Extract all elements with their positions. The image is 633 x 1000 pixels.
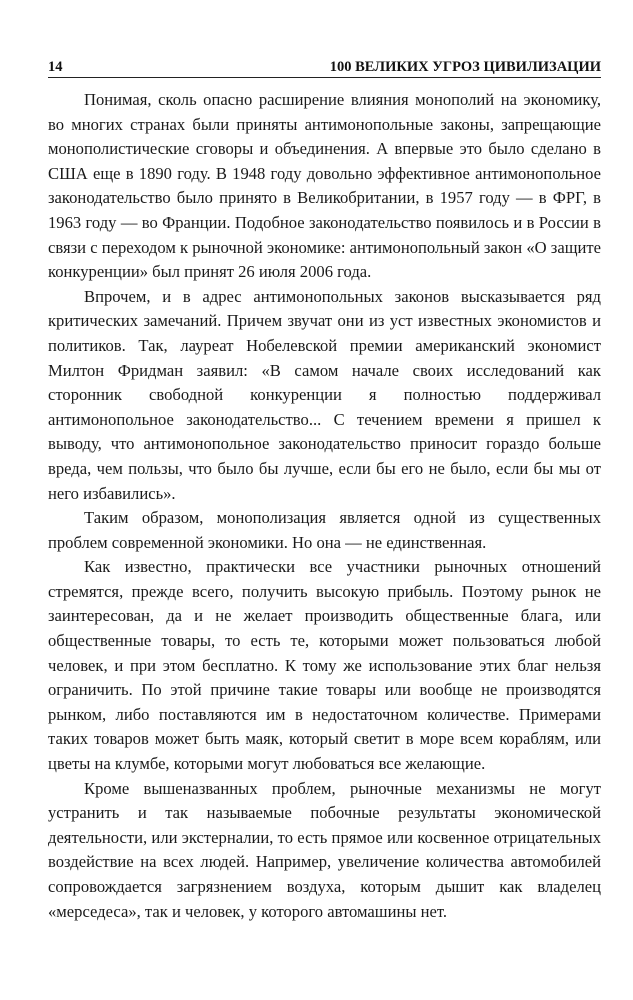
paragraph: Впрочем, и в адрес антимонопольных законов высказывается ряд критических замечаний. Причем звучат они из уст известных экономистов и политиков. Так, лауреат Нобелевской премии американский экономист Милтон Фридман заявил: «В самом начале своих исследований как сторонник свободной конкуренции я полностью поддерживал антимонопольное законодательство... С течением времени я пришел к выводу, что антимонопольное законодательство приносит гораздо больше вреда, чем пользы, что было бы лучше, если бы его не было, если бы мы от него избавились». [48,286,601,503]
paragraph: Таким образом, монополизация является одной из существенных проблем современной экономики. Но она — не единственная. [48,508,601,552]
body-text [48,88,601,924]
paragraph: Кроме вышеназванных проблем, рыночные механизмы не могут устранить и так называемые побочные результаты экономической деятельности, или экстерналии, то есть прямое или косвенное отрицательных воздействие на всех людей. Например, увеличение количества автомобилей сопровождается загрязнением воздуха, которым дышит как владелец «мерседеса», так и человек, у которого автомашины нет. [48,778,601,921]
header-rule [48,77,601,78]
paragraph: Понимая, сколь опасно расширение влияния монополий на экономику, во многих странах были приняты антимонопольные законы, запрещающие монополистические сговоры и объединения. А впервые это было сделано в США еще в 1890 году. В 1948 году довольно эффективное антимонопольное законодательство было принято в Великобритании, в 1957 году — в ФРГ, в 1963 году — во Франции. Подобное законодательство появилось и в России в связи с переходом к рыночной экономике: антимонопольный закон «О защите конкуренции» был принят 26 июля 2006 года. [48,90,601,282]
page-header [48,55,601,75]
paragraph: Как известно, практически все участники рыночных отношений стремятся, прежде всего, получить высокую прибыль. Поэтому рынок не заинтересован, да и не желает производить общественные блага, или общественные товары, то есть те, которыми может пользоваться любой человек, и при этом бесплатно. К тому же использование этих благ нельзя ограничить. По этой причине такие товары или вообще не производятся рынком, либо поставляются им в недостаточном количестве. Примерами таких товаров может быть маяк, который светит в море всем кораблям, или цветы на клумбе, которыми могут любоваться все желающие. [48,557,601,774]
page-number: 14 [48,59,63,75]
running-title: 100 ВЕЛИКИХ УГРОЗ ЦИВИЛИЗАЦИИ [329,59,601,75]
